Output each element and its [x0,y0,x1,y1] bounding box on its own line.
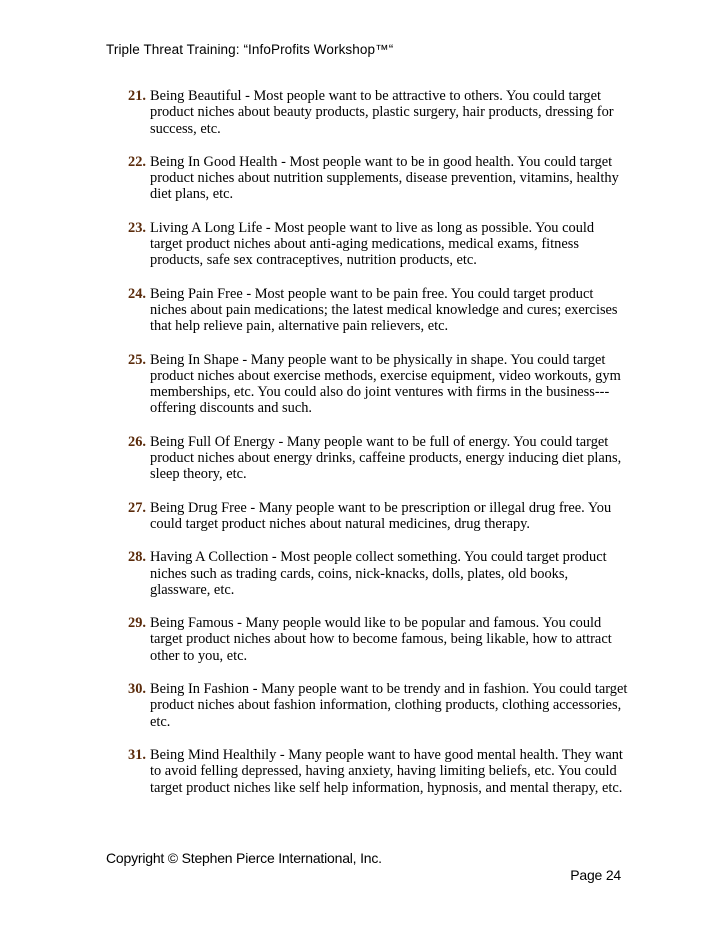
list-item [128,500,628,533]
item-text: Being Pain Free - Most people want to be pain free. You could target product niches about pain medications; the latest medical knowledge and cures; exercises that help relieve pain, alternative pain relievers, etc. [150,285,618,335]
item-text: Being In Fashion - Many people want to be trendy and in fashion. You could target product niches about fashion information, clothing products, clothing accessories, etc. [150,681,628,730]
copyright-footer: Copyright © Stephen Pierce International, Inc. [106,850,382,866]
list-item [128,549,628,598]
list-item [128,88,628,137]
item-text: Being Famous - Many people would like to be popular and famous. You could target product niches about how to become famous, being likable, how to attract other to you, etc. [150,615,612,664]
list-item [128,747,628,796]
list-item [128,352,628,417]
item-number: 31. [128,746,146,763]
list-item [128,220,628,269]
item-text: Being Full Of Energy - Many people want to be full of energy. You could target product niches about energy drinks, caffeine products, energy inducing diet plans, sleep theory, etc. [150,433,622,483]
item-number: 27. [128,499,146,516]
list-item [128,615,628,664]
item-number: 21. [128,88,146,104]
item-number: 28. [128,549,146,566]
item-number: 30. [128,681,146,698]
item-number: 22. [128,153,146,170]
item-number: 26. [128,433,146,450]
item-number: 29. [128,615,146,632]
item-text: Living A Long Life - Most people want to live as long as possible. You could target product niches about anti-aging medications, medical exams, fitness products, safe sex contraceptives, nutrition products, etc. [150,219,595,269]
list-item [128,434,628,483]
list-item [128,154,628,203]
numbered-list [128,88,628,813]
item-text: Being In Good Health - Most people want to be in good health. You could target product niches about nutrition supplements, disease prevention, vitamins, healthy diet plans, etc. [150,153,619,203]
item-number: 23. [128,219,146,236]
item-text: Having A Collection - Most people collect something. You could target product niches such as trading cards, coins, nick-knacks, dolls, plates, old books, glassware, etc. [150,549,607,598]
item-text: Being Mind Healthily - Many people want to have good mental health. They want to avoid felling depressed, having anxiety, having limiting beliefs, etc. You could target product niches like self help information, hypnosis, and mental therapy, etc. [150,746,623,796]
list-item [128,286,628,335]
page-number: Page 24 [570,867,621,883]
item-number: 24. [128,285,146,302]
list-item [128,681,628,730]
running-header: Triple Threat Training: “InfoProfits Workshop™“ [106,42,394,57]
item-text: Being In Shape - Many people want to be physically in shape. You could target product niches about exercise methods, exercise equipment, video workouts, gym memberships, etc. You could also do joint ventures with firms in the business---offering discounts and such. [150,351,621,417]
item-text: Being Beautiful - Most people want to be attractive to others. You could target product niches about beauty products, plastic surgery, hair products, dressing for success, etc. [150,88,614,137]
item-number: 25. [128,351,146,368]
item-text: Being Drug Free - Many people want to be prescription or illegal drug free. You could target product niches about natural medicines, drug therapy. [150,499,612,532]
